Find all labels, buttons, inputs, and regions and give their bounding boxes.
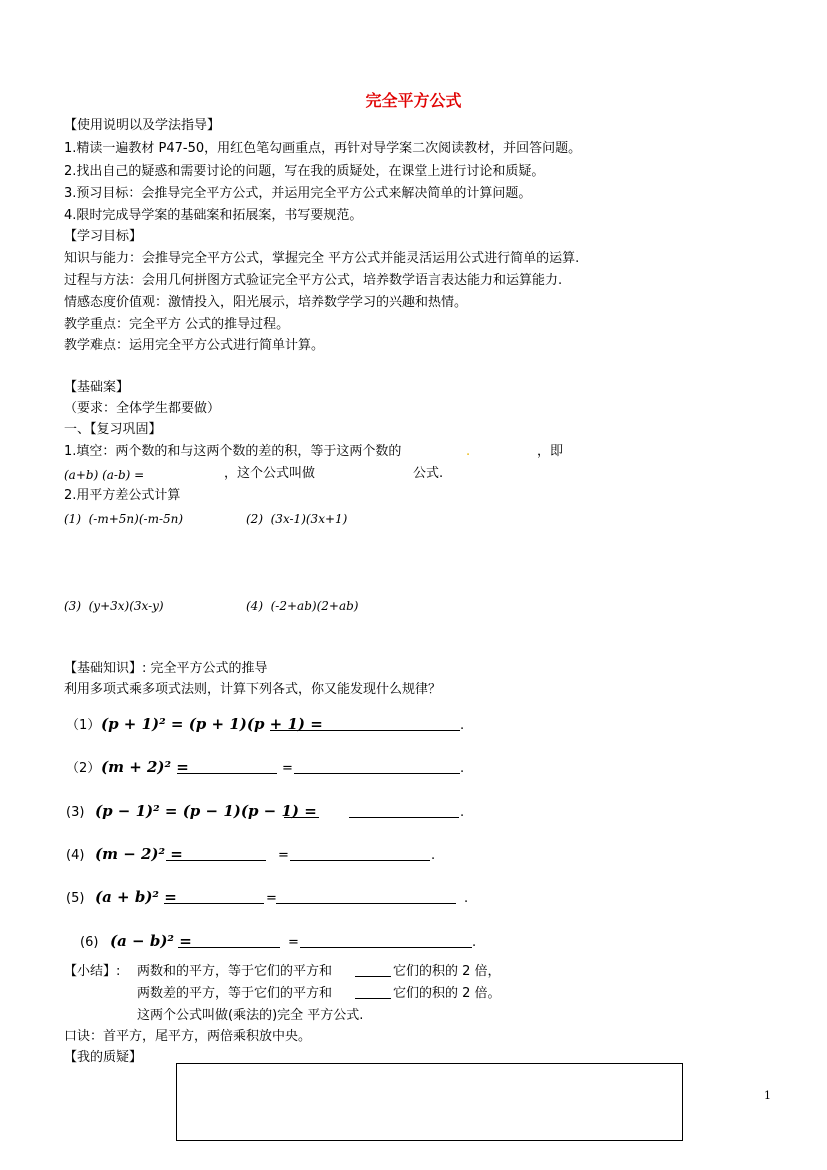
goal-item: 知识与能力：会推导完全平方公式，掌握完全 平方公式并能灵活运用公式进行简单的运算. bbox=[64, 251, 580, 266]
formula-3-blank-b bbox=[349, 805, 459, 823]
review-header: 一、【复习巩固】 bbox=[64, 422, 162, 437]
summary-blank-1 bbox=[355, 964, 391, 982]
formula-4-blank-b bbox=[290, 848, 430, 866]
formula-5-equals: = bbox=[266, 891, 277, 906]
question-1-mark: . bbox=[466, 444, 471, 459]
page-title: 完全平方公式 bbox=[365, 91, 462, 110]
formula-2-blank-b bbox=[294, 761, 460, 779]
usage-item: 1.精读一遍教材 P47-50，用红色笔勾画重点，再针对导学案二次阅读教材，并回答问题。 bbox=[64, 141, 582, 156]
formula-6-blank-b bbox=[300, 935, 472, 953]
formula-1-expression: (p + 1)² = (p + 1)(p + 1) = bbox=[101, 715, 323, 733]
formula-3-blank-a bbox=[284, 805, 319, 823]
problem-1: (1) (-m+5n)(-m-5n) bbox=[64, 512, 184, 526]
formula-2-equals: = bbox=[282, 761, 293, 776]
formula-2-blank-a bbox=[177, 761, 277, 779]
summary-blank-2 bbox=[355, 986, 391, 1004]
formula-2-expression: (m + 2)² = bbox=[101, 758, 189, 776]
formula-5-blank-b bbox=[276, 891, 456, 909]
formula-4-equals: = bbox=[278, 848, 289, 863]
goals-header: 【学习目标】 bbox=[64, 229, 143, 244]
formula-5-number: (5) bbox=[66, 891, 85, 906]
question-1-expression: (a+b) (a-b) = bbox=[64, 468, 145, 482]
basic-requirement: （要求：全体学生都要做） bbox=[64, 401, 221, 416]
formula-2-end: . bbox=[460, 761, 465, 776]
summary-line-2: 两数差的平方，等于它们的平方和 bbox=[137, 986, 333, 1001]
formula-3-number: (3) bbox=[66, 805, 85, 820]
formula-4-blank-a bbox=[166, 848, 266, 866]
summary-label: 【小结】: bbox=[64, 964, 121, 979]
formula-4-end: . bbox=[431, 848, 436, 863]
formula-3-end: . bbox=[460, 805, 465, 820]
question-header: 【我的质疑】 bbox=[64, 1050, 143, 1065]
formula-6-expression: (a − b)² = bbox=[110, 932, 192, 950]
question-box[interactable] bbox=[176, 1063, 683, 1141]
goal-item: 情感态度价值观：激情投入，阳光展示，培养数学学习的兴趣和热情。 bbox=[64, 295, 468, 310]
usage-header: 【使用说明以及学法指导】 bbox=[64, 118, 221, 133]
usage-item: 3.预习目标：会推导完全平方公式，并运用完全平方公式来解决简单的计算问题。 bbox=[64, 186, 532, 201]
formula-3-expression: (p − 1)² = (p − 1)(p − 1) = bbox=[95, 802, 317, 820]
formula-1-blank bbox=[270, 718, 460, 736]
problem-4: (4) (-2+ab)(2+ab) bbox=[246, 599, 359, 613]
formula-5-blank-a bbox=[164, 891, 264, 909]
summary-line-1: 两数和的平方，等于它们的平方和 bbox=[137, 964, 333, 979]
problem-3: (3) (y+3x)(3x-y) bbox=[64, 599, 164, 613]
formula-1-end: . bbox=[460, 718, 465, 733]
question-1-clause: ，这个公式叫做 bbox=[224, 466, 316, 481]
formula-4-number: (4) bbox=[66, 848, 85, 863]
page-number: 1 bbox=[764, 1089, 771, 1102]
difficult-point: 教学难点：运用完全平方公式进行简单计算。 bbox=[64, 338, 325, 353]
question-2-text: 2.用平方差公式计算 bbox=[64, 488, 181, 503]
knowledge-intro: 利用多项式乘多项式法则，计算下列各式，你又能发现什么规律？ bbox=[64, 682, 442, 697]
key-point: 教学重点：完全平方 公式的推导过程。 bbox=[64, 317, 290, 332]
mnemonic: 口诀：首平方，尾平方，两倍乘积放中央。 bbox=[64, 1029, 312, 1044]
knowledge-header: 【基础知识】: 完全平方公式的推导 bbox=[64, 661, 268, 676]
formula-6-end: . bbox=[472, 935, 477, 950]
formula-5-expression: (a + b)² = bbox=[95, 888, 177, 906]
formula-4-expression: (m − 2)² = bbox=[95, 845, 183, 863]
question-1-tail: ，即 bbox=[537, 444, 564, 459]
goal-item: 过程与方法：会用几何拼图方式验证完全平方公式，培养数学语言表达能力和运算能力. bbox=[64, 273, 563, 288]
usage-item: 4.限时完成导学案的基础案和拓展案，书写要规范。 bbox=[64, 208, 363, 223]
summary-line-1-end: 它们的积的 2 倍， bbox=[393, 964, 501, 979]
formula-5-end: . bbox=[464, 891, 469, 906]
formula-6-number: (6) bbox=[80, 935, 99, 950]
formula-2-number: （2） bbox=[66, 761, 101, 776]
usage-item: 2.找出自己的疑惑和需要讨论的问题，写在我的质疑处，在课堂上进行讨论和质疑。 bbox=[64, 164, 545, 179]
question-1-formula-name: 公式. bbox=[413, 466, 444, 481]
formula-6-equals: = bbox=[288, 935, 299, 950]
summary-line-3: 这两个公式叫做(乘法的)完全 平方公式. bbox=[137, 1008, 364, 1023]
problem-2: (2) (3x-1)(3x+1) bbox=[246, 512, 348, 526]
formula-6-blank-a bbox=[178, 935, 280, 953]
formula-1-number: （1） bbox=[66, 718, 101, 733]
summary-line-2-end: 它们的积的 2 倍。 bbox=[393, 986, 501, 1001]
question-1-text: 1.填空：两个数的和与这两个数的差的积，等于这两个数的 bbox=[64, 444, 402, 459]
basic-header: 【基础案】 bbox=[64, 380, 130, 395]
